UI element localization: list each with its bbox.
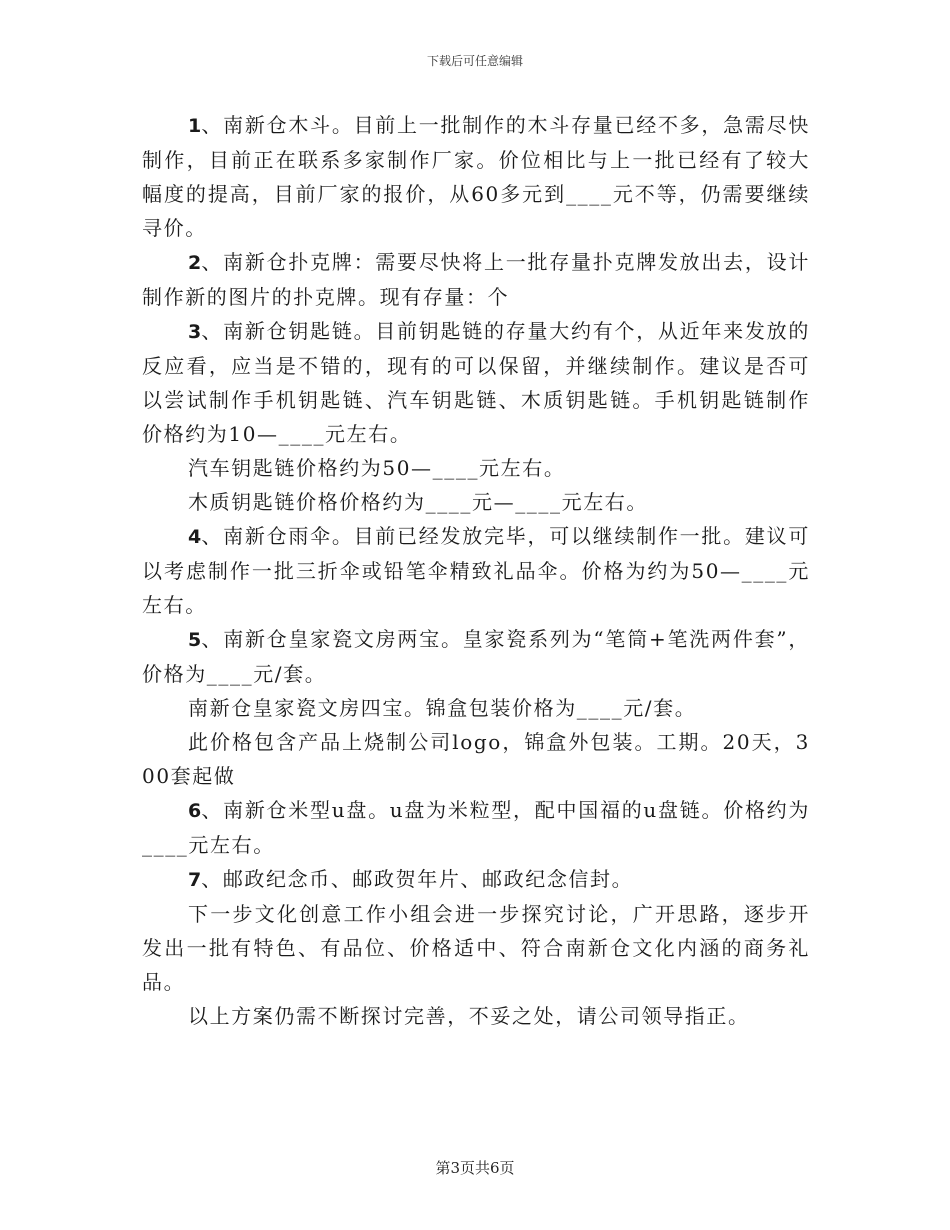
paragraph-text: 、南新仓钥匙链。目前钥匙链的存量大约有个，从近年来发放的反应看，应当是不错的，现有的可以保留，并继续制作。建议是否可以尝试制作手机钥匙链、汽车钥匙链、木质钥匙链。手机钥匙链制作价格约为10—____元左右。 bbox=[142, 319, 810, 446]
page-header-note: 下载后可任意编辑 bbox=[426, 54, 523, 68]
paragraph-item-1 bbox=[142, 108, 810, 245]
paragraph-text: 木质钥匙链价格价格约为____元—____元左右。 bbox=[188, 490, 648, 514]
paragraph-four-treasures bbox=[142, 691, 810, 725]
paragraph-text: 下一步文化创意工作小组会进一步探究讨论，广开思路，逐步开发出一批有特色、有品位、价格适中、符合南新仓文化内涵的商务礼品。 bbox=[142, 902, 810, 994]
paragraph-text: 、南新仓木斗。目前上一批制作的木斗存量已经不多，急需尽快制作，目前正在联系多家制作厂家。价位相比与上一批已经有了较大幅度的提高，目前厂家的报价，从60多元到____元不等，仍需要继续寻价。 bbox=[142, 113, 810, 240]
paragraph-price-note bbox=[142, 725, 810, 793]
paragraph-item-4 bbox=[142, 519, 810, 622]
paragraph-next-steps bbox=[142, 897, 810, 999]
paragraph-item-3 bbox=[142, 314, 810, 451]
item-number: 5 bbox=[188, 629, 202, 651]
page-number: 第3页共6页 bbox=[435, 1159, 515, 1177]
item-number: 3 bbox=[188, 321, 202, 343]
paragraph-item-7 bbox=[142, 862, 810, 897]
paragraph-text: 以上方案仍需不断探讨完善，不妥之处，请公司领导指正。 bbox=[188, 1004, 750, 1028]
paragraph-wood-keychain bbox=[142, 485, 810, 519]
paragraph-text: 、南新仓扑克牌：需要尽快将上一批存量扑克牌发放出去，设计制作新的图片的扑克牌。现有存量：个 bbox=[142, 250, 810, 309]
paragraph-text: 汽车钥匙链价格约为50—____元左右。 bbox=[188, 456, 566, 480]
paragraph-item-6 bbox=[142, 793, 810, 862]
item-number: 2 bbox=[188, 252, 202, 274]
item-number: 1 bbox=[188, 115, 202, 137]
item-number: 7 bbox=[188, 869, 202, 891]
paragraph-closing bbox=[142, 999, 810, 1033]
paragraph-item-5 bbox=[142, 622, 810, 691]
paragraph-text: 、邮政纪念币、邮政贺年片、邮政纪念信封。 bbox=[201, 867, 634, 891]
paragraph-text: 南新仓皇家瓷文房四宝。锦盒包装价格为____元/套。 bbox=[188, 696, 697, 720]
paragraph-text: 此价格包含产品上烧制公司logo，锦盒外包装。工期。20天，300套起做 bbox=[142, 730, 810, 788]
paragraph-car-keychain bbox=[142, 451, 810, 485]
paragraph-text: 、南新仓米型u盘。u盘为米粒型，配中国福的u盘链。价格约为____元左右。 bbox=[142, 798, 810, 857]
paragraph-item-2 bbox=[142, 245, 810, 314]
document-body bbox=[142, 108, 810, 1033]
paragraph-text: 、南新仓皇家瓷文房两宝。皇家瓷系列为“笔筒+笔洗两件套”，价格为____元/套。 bbox=[142, 627, 810, 686]
item-number: 6 bbox=[188, 800, 202, 822]
paragraph-text: 、南新仓雨伞。目前已经发放完毕，可以继续制作一批。建议可以考虑制作一批三折伞或铅笔伞精致礼品伞。价格为约为50—____元左右。 bbox=[142, 524, 810, 617]
item-number: 4 bbox=[188, 526, 202, 548]
